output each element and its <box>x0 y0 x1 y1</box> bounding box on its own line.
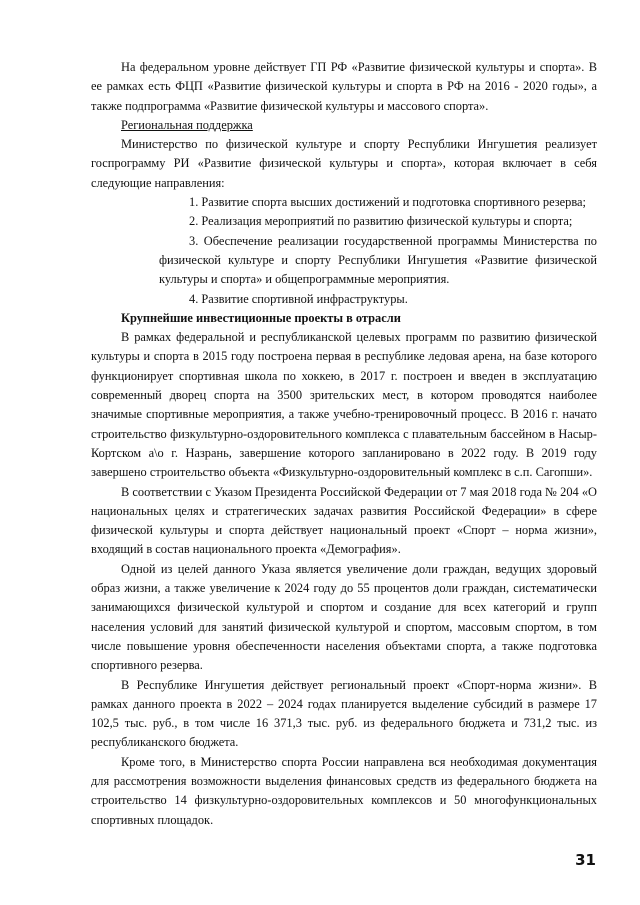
list-item: 4. Развитие спортивной инфраструктуры. <box>189 291 408 306</box>
directions-list <box>91 193 597 309</box>
paragraph-ministry-request: Кроме того, в Министерство спорта России направлена вся необходимая документация для рассмотрения возможности выделения финансовых средств из федерального бюджета на строительство 14 физкультурно-оздоровительных комплексов и 50 многофункциональных спортивных площадок. <box>91 754 597 827</box>
paragraph-decree-goals: Одной из целей данного Указа является увеличение доли граждан, ведущих здоровый образ жизни, а также увеличение к 2024 году до 55 процентов доли граждан, систематически занимающихся физической культурой и спортом и создание для всех категорий и групп населения условий для занятий физической культурой и спортом, массовым спортом, в том числе повышение уровня обеспеченности населения объектами спорта, а также подготовка спортивного резерва. <box>91 561 597 673</box>
list-item: 1. Развитие спорта высших достижений и подготовка спортивного резерва; <box>189 195 586 210</box>
paragraph-regional-project: В Республике Ингушетия действует региональный проект «Спорт-норма жизни». В рамках данного проекта в 2022 – 2024 годах планируется выделение субсидий в размере 17 102,5 тыс. руб., в том числе 16 371,3 тыс. руб. из федерального бюджета и 731,2 тыс. из республиканского бюджета. <box>91 677 597 750</box>
regional-heading: Региональная поддержка <box>121 117 253 132</box>
paragraph-regional-intro: Министерство по физической культуре и спорту Республики Ингушетия реализует госпрограмму РИ «Развитие физической культуры и спорта», которая включает в себя следующие направления: <box>91 137 597 190</box>
list-item: 2. Реализация мероприятий по развитию физической культуры и спорта; <box>189 214 573 229</box>
list-item: 3. Обеспечение реализации государственной программы Министерства по физической культуре и спорту Республики Ингушетия «Развитие физической культуры и спорта» и общепрограммные мероприятия. <box>159 233 597 287</box>
paragraph-federal: На федеральном уровне действует ГП РФ «Развитие физической культуры и спорта». В ее рамках есть ФЦП «Развитие физической культуры и спорта в РФ на 2016 - 2020 годы», а также подпрограмма «Развитие физической культуры и массового спорта». <box>91 60 597 113</box>
paragraph-ice-arena: В рамках федеральной и республиканской целевых программ по развитию физической культуры и спорта в 2015 году построена первая в республике ледовая арена, на базе которого функционирует спортивная школа по хоккею, в 2017 г. построен и введен в эксплуатацию современный дворец спорта на 3500 зрительских мест, в котором проводятся наиболее значимые спортивные мероприятия, а также учебно-тренировочный процесс. В 2016 г. начато строительство физкультурно-оздоровительного комплекса с плавательным бассейном в Насыр-Кортском а\о г. Назрань, завершение которого запланировано в 2022 году. В 2019 году завершено строительство объекта «Физкультурно-оздоровительный комплекс в с.п. Сагопши». <box>91 330 597 480</box>
investment-heading: Крупнейшие инвестиционные проекты в отрасли <box>121 310 401 325</box>
paragraph-national-project: В соответствии с Указом Президента Российской Федерации от 7 мая 2018 года № 204 «О национальных целях и стратегических задачах развития Российской Федерации» в сфере физической культуры и спорта действует национальный проект «Спорт – норма жизни», входящий в состав национального проекта «Демография». <box>91 484 597 557</box>
page-number: 31 <box>575 851 596 869</box>
page-content <box>91 58 597 830</box>
